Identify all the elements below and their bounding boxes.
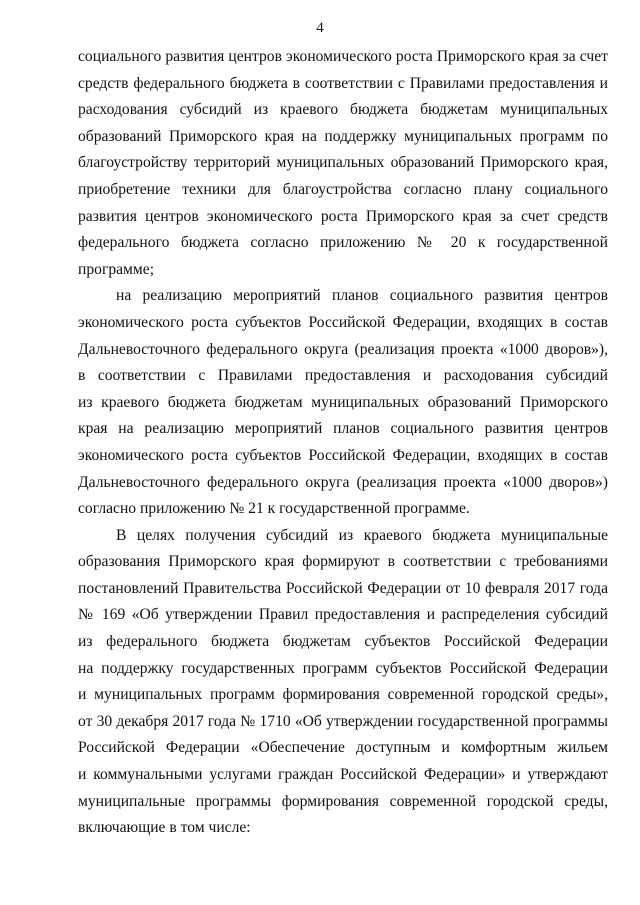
text-line: и коммунальными услугами граждан Российской Федерации» и утверждают bbox=[78, 766, 608, 784]
text-line: Дальневосточного федерального округа (реализация проекта «1000 дворов»), bbox=[78, 340, 608, 358]
text-line: средств федерального бюджета в соответствии с Правилами предоставления и bbox=[78, 74, 608, 92]
text-line: Российской Федерации «Обеспечение доступным и комфортным жильем bbox=[78, 739, 608, 757]
paragraph bbox=[78, 283, 608, 522]
text-line: федерального бюджета согласно приложению № 20 к государственной bbox=[78, 234, 608, 252]
text-line: согласно приложению № 21 к государственной программе. bbox=[78, 500, 470, 518]
text-line: приобретение техники для благоустройства согласно плану социального bbox=[78, 180, 608, 198]
text-line: расходования субсидий из краевого бюджета бюджетам муниципальных bbox=[78, 101, 608, 119]
text-line: на поддержку государственных программ субъектов Российской Федерации bbox=[78, 659, 608, 677]
text-line: и муниципальных программ формирования современной городской среды», bbox=[78, 686, 608, 704]
text-line: образования Приморского края формируют в соответствии с требованиями bbox=[78, 553, 608, 571]
paragraph bbox=[78, 523, 608, 842]
text-line: на реализацию мероприятий планов социального развития центров bbox=[116, 287, 608, 305]
paragraph bbox=[78, 44, 608, 283]
text-line: В целях получения субсидий из краевого бюджета муниципальные bbox=[116, 526, 608, 544]
text-line: из федерального бюджета бюджетам субъектов Российской Федерации bbox=[78, 633, 608, 651]
text-line: от 30 декабря 2017 года № 1710 «Об утверждении государственной программы bbox=[78, 712, 608, 730]
text-line: экономического роста субъектов Российской Федерации, входящих в состав bbox=[78, 313, 608, 331]
page-number: 4 bbox=[316, 20, 324, 36]
text-line: образований Приморского края на поддержку муниципальных программ по bbox=[78, 127, 608, 145]
text-line: развития центров экономического роста Приморского края за счет средств bbox=[78, 207, 608, 225]
text-line: Дальневосточного федерального округа (реализация проекта «1000 дворов») bbox=[78, 473, 608, 491]
text-line: края на реализацию мероприятий планов социального развития центров bbox=[78, 420, 608, 438]
text-line: включающие в том числе: bbox=[78, 819, 251, 837]
text-line: муниципальные программы формирования современной городской среды, bbox=[78, 792, 608, 810]
text-line: благоустройству территорий муниципальных образований Приморского края, bbox=[78, 154, 608, 172]
text-line: № 169 «Об утверждении Правил предоставления и распределения субсидий bbox=[78, 606, 608, 624]
text-line: социального развития центров экономического роста Приморского края за счет bbox=[78, 48, 608, 65]
text-line: в соответствии с Правилами предоставления и расходования субсидий bbox=[78, 367, 608, 385]
text-line: из краевого бюджета бюджетам муниципальных образований Приморского bbox=[78, 393, 608, 411]
text-line: экономического роста субъектов Российской Федерации, входящих в состав bbox=[78, 446, 608, 464]
text-line: программе; bbox=[78, 260, 155, 278]
document-body bbox=[78, 44, 608, 842]
text-line: постановлений Правительства Российской Федерации от 10 февраля 2017 года bbox=[78, 579, 608, 597]
